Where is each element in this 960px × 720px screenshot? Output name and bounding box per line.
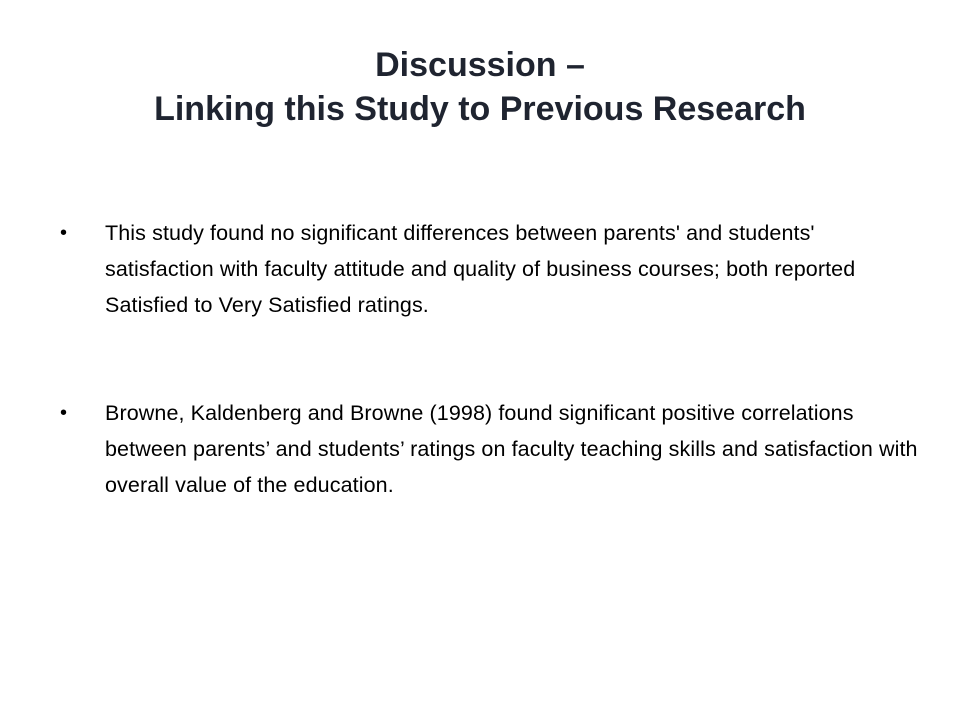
- bullet-text: Browne, Kaldenberg and Browne (1998) found significant positive correlations between parents’ and students’ ratings on faculty teaching skills and satisfaction with overall value of the education.: [105, 401, 918, 497]
- bullet-text: This study found no significant differences between parents' and students' satisfaction with faculty attitude and quality of business courses; both reported Satisfied to Very Satisfied ratings.: [105, 221, 856, 317]
- bullet-item-previous-research: [58, 395, 918, 503]
- title-line-2: Linking this Study to Previous Research: [154, 89, 806, 128]
- bullet-marker: •: [60, 222, 68, 244]
- bullet-marker: •: [60, 402, 68, 424]
- title-line-1: Discussion –: [375, 45, 585, 84]
- slide-title: [60, 43, 900, 131]
- bullet-item-current-study: [58, 215, 918, 323]
- bullet-list: [58, 215, 918, 503]
